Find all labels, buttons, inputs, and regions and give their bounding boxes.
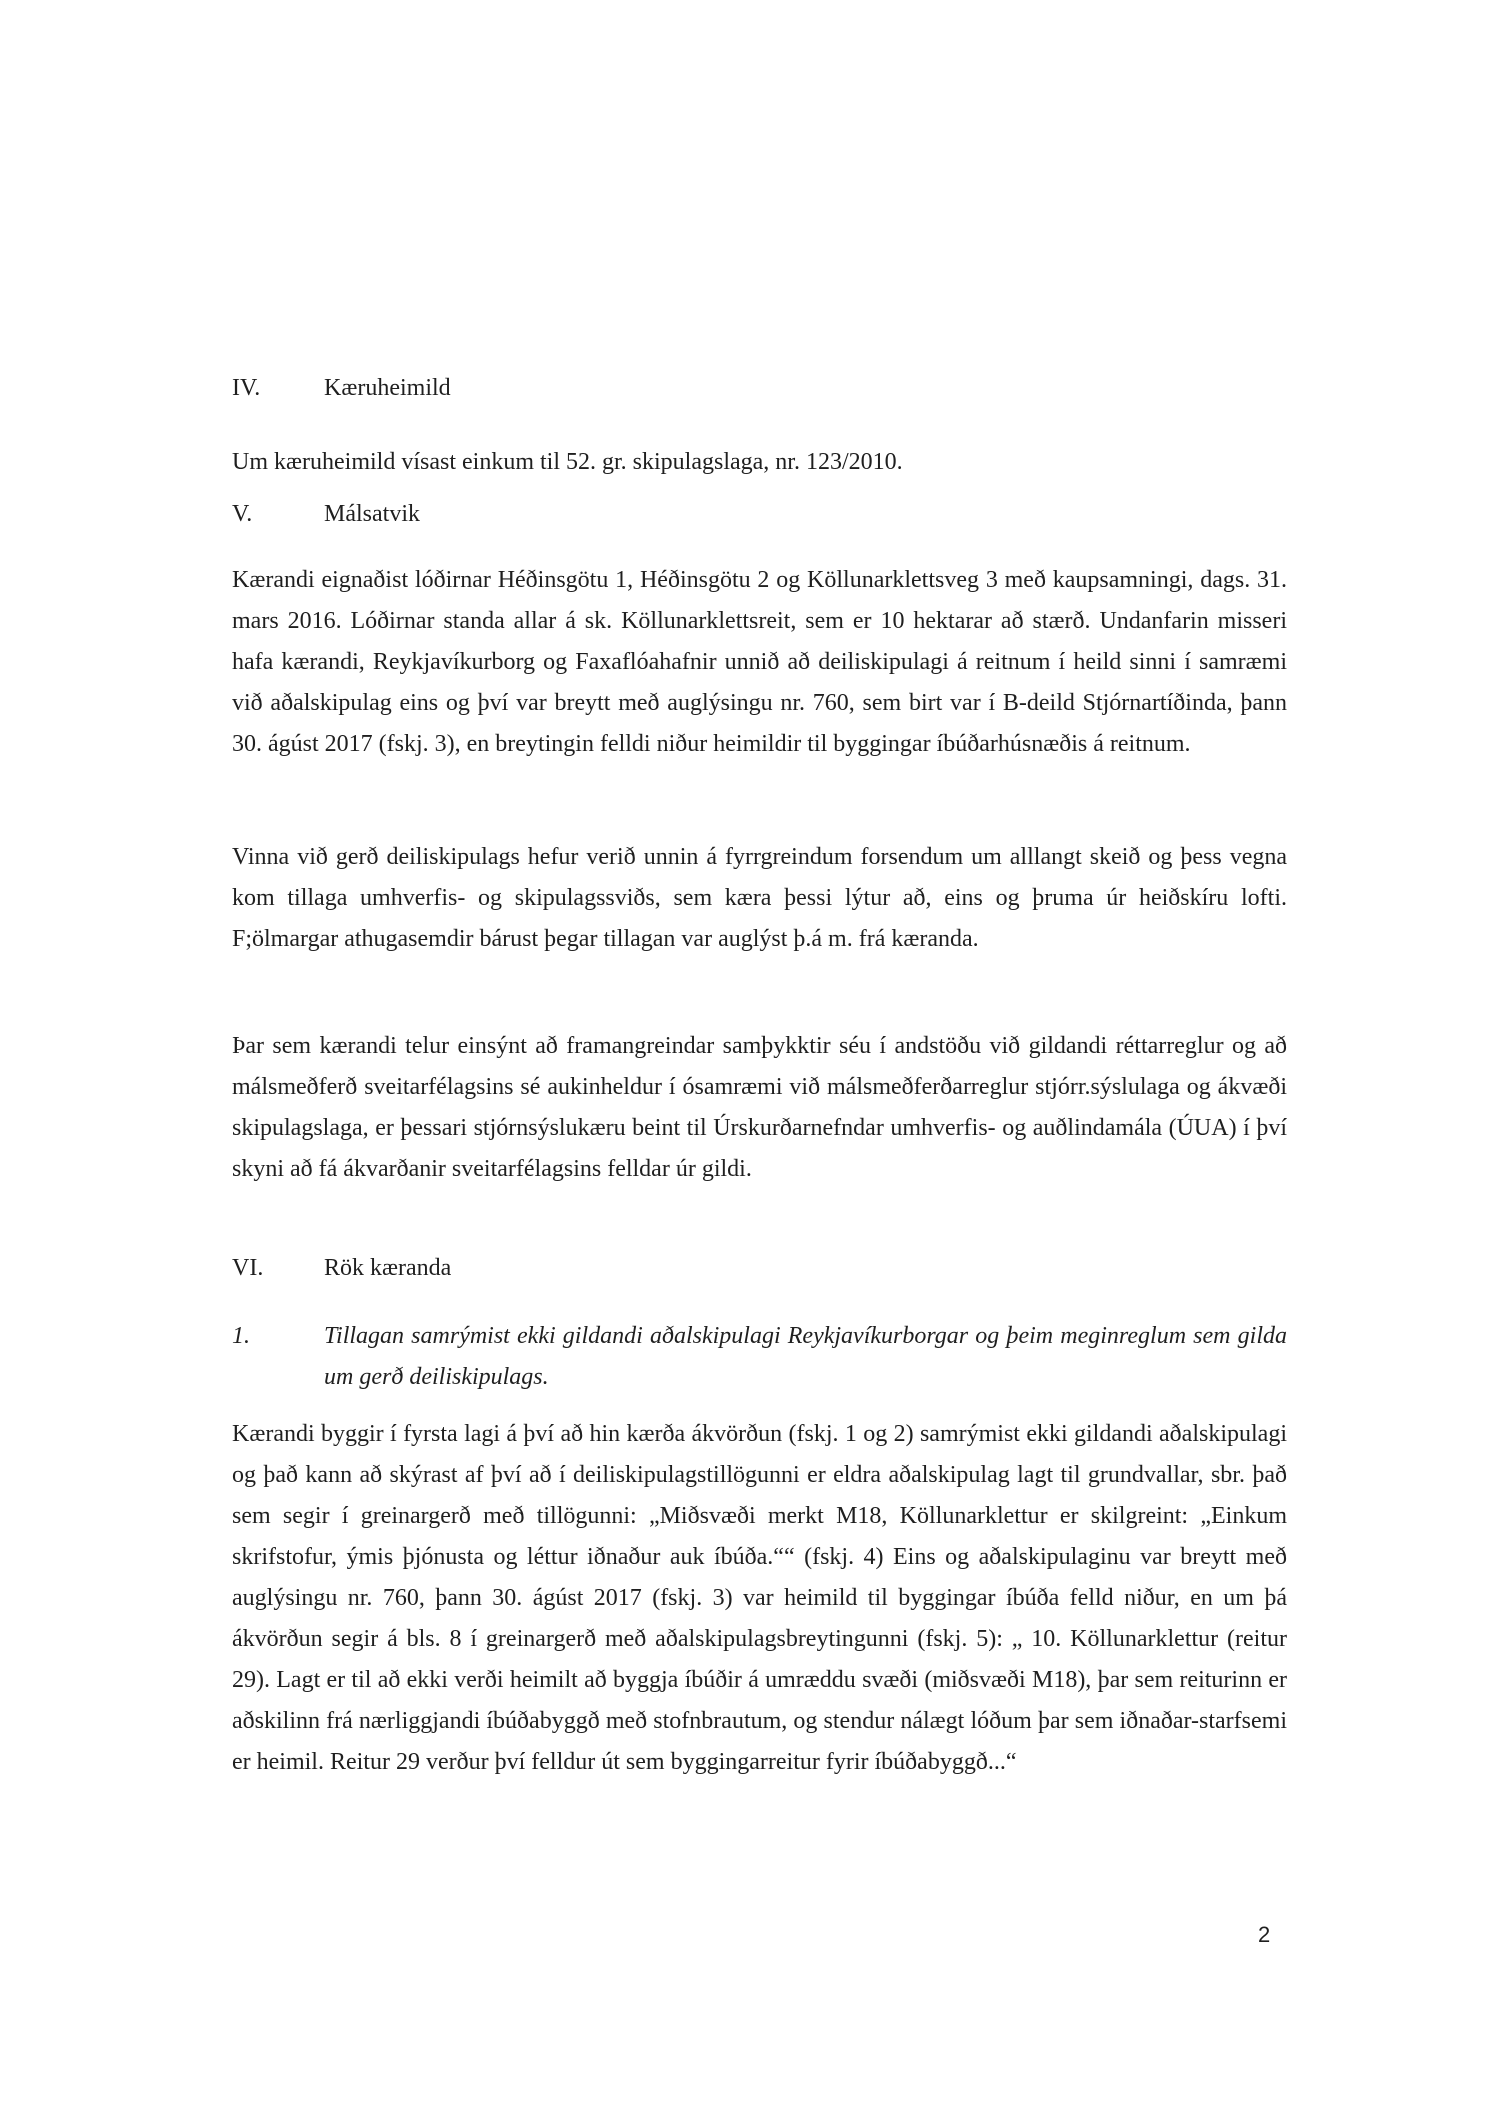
section-number: VI.: [232, 1255, 264, 1281]
section-number: V.: [232, 501, 253, 527]
section-v-paragraph-2: [232, 837, 1287, 960]
section-number: IV.: [232, 375, 261, 401]
paragraph-text: Vinna við gerð deiliskipulags hefur verið unnin á fyrrgreindum forsendum um alllangt skeið og þess vegna kom tillaga umhverfis- og skipulagssviðs, sem kæra þessi lýtur að, eins og þruma úr heiðskíru lofti. F;ölmargar athugasemdir bárust þegar tillagan var auglýst þ.á m. frá kæranda.: [232, 844, 1287, 952]
subsection-number: 1.: [232, 1323, 250, 1349]
section-v-paragraph-3: [232, 1026, 1287, 1190]
paragraph-text: Þar sem kærandi telur einsýnt að framangreindar samþykktir séu í andstöðu við gildandi réttarreglur og að málsmeðferð sveitarfélagsins sé aukinheldur í ósamræmi við málsmeðferðarreglur stjórr.sýslulaga og ákvæði skipulagslaga, er þessari stjórnsýslukæru beint til Úrskurðarnefndar umhverfis- og auðlindamála (ÚUA) í því skyni að fá ákvarðanir sveitarfélagsins felldar úr gildi.: [232, 1033, 1287, 1182]
section-iv-text: Um kæruheimild vísast einkum til 52. gr. skipulagslaga, nr. 123/2010.: [232, 449, 903, 475]
section-vi-heading: [232, 1250, 451, 1286]
page-number: 2: [1258, 1922, 1271, 1947]
subsection-1-heading: [232, 1316, 1287, 1398]
section-vi-paragraph-1: [232, 1414, 1287, 1783]
section-title: Kæruheimild: [324, 375, 451, 401]
paragraph-text: Kærandi eignaðist lóðirnar Héðinsgötu 1, Héðinsgötu 2 og Köllunarklettsveg 3 með kaupsamningi, dags. 31. mars 2016. Lóðirnar standa allar á sk. Köllunarklettsreit, sem er 10 hektarar að stærð. Undanfarin misseri hafa kærandi, Reykjavíkurborg og Faxaflóahafnir unnið að deiliskipulagi á reitnum í heild sinni í samræmi við aðalskipulag eins og því var breytt með auglýsingu nr. 760, sem birt var í B-deild Stjórnartíðinda, þann 30. ágúst 2017 (fskj. 3), en breytingin felldi niður heimildir til byggingar íbúðarhúsnæðis á reitnum.: [232, 567, 1287, 757]
paragraph-text: Kærandi byggir í fyrsta lagi á því að hin kærða ákvörðun (fskj. 1 og 2) samrýmist ekki gildandi aðalskipulagi og það kann að skýrast af því að í deiliskipulagstillögunni er eldra aðalskipulag lagt til grundvallar, sbr. það sem segir í greinargerð með tillögunni: „Miðsvæði merkt M18, Köllunarklettur er skilgreint: „Einkum skrifstofur, ýmis þjónusta og léttur iðnaður auk íbúða.““ (fskj. 4) Eins og aðalskipulaginu var breytt með auglýsingu nr. 760, þann 30. ágúst 2017 (fskj. 3) var heimild til byggingar íbúða felld niður, en um þá ákvörðun segir á bls. 8 í greinargerð með aðalskipulagsbreytingunni (fskj. 5): „ 10. Köllunarklettur (reitur 29). Lagt er til að ekki verði heimilt að byggja íbúðir á umræddu svæði (miðsvæði M18), þar sem reiturinn er aðskilinn frá nærliggjandi íbúðabyggð með stofnbrautum, og stendur nálægt lóðum þar sem iðnaðar-starfsemi er heimil. Reitur 29 verður því felldur út sem byggingarreitur fyrir íbúðabyggð...“: [232, 1421, 1287, 1775]
section-title: Málsatvik: [324, 501, 420, 527]
section-iv-heading: [232, 370, 451, 406]
section-v-paragraph-1: [232, 560, 1287, 765]
subsection-title: Tillagan samrýmist ekki gildandi aðalskipulagi Reykjavíkurborgar og þeim meginreglum sem gilda um gerð deiliskipulags.: [324, 1323, 1287, 1390]
section-v-heading: [232, 496, 420, 532]
section-title: Rök kæranda: [324, 1255, 452, 1281]
